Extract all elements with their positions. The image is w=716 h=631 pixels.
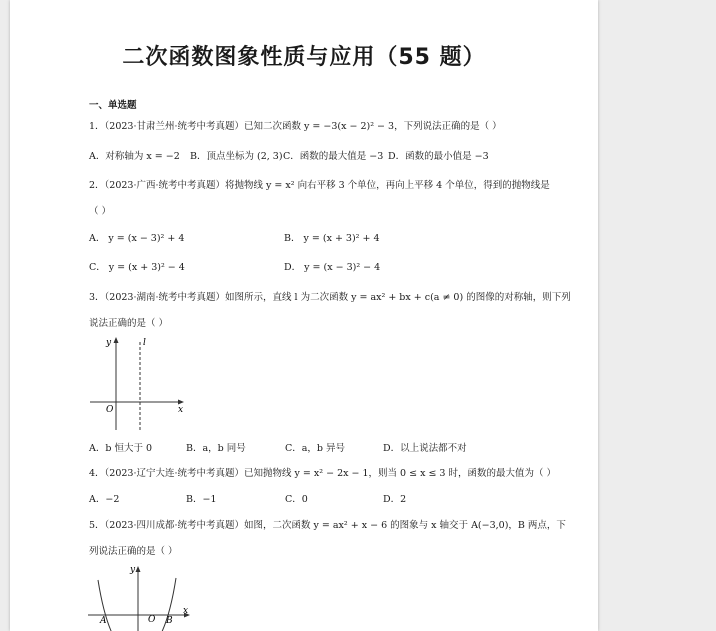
q3-option-b: B．a，b 同号 <box>186 443 246 454</box>
q3-option-a: A．b 恒大于 0 <box>89 443 153 454</box>
document-title: 二次函数图象性质与应用（55 题） <box>122 45 486 70</box>
q2-option-c: C． y = (x + 3)² − 4 <box>89 262 185 273</box>
q3-y-label: y <box>106 338 112 348</box>
q4-option-d: D．2 <box>383 494 407 505</box>
question-3-stem: 3．（2023·湖南·统考中考真题）如图所示，直线 l 为二次函数 y = ax² + bx + c(a ≠ 0) 的图像的对称轴，则下列 <box>89 292 571 303</box>
q2-option-a: A． y = (x − 3)² + 4 <box>89 233 185 244</box>
question-2-stem-cont: （ ） <box>89 206 112 217</box>
question-1-stem: 1．（2023·甘肃兰州·统考中考真题）已知二次函数 y = −3(x − 2)² − 3，下列说法正确的是（ ） <box>89 121 502 132</box>
q5-point-a-label: A <box>100 616 107 626</box>
q1-option-a: A．对称轴为 x = −2 <box>89 151 180 162</box>
q4-option-b: B．−1 <box>186 494 217 505</box>
q3-x-arrow <box>178 400 184 405</box>
q5-y-label: y <box>130 565 136 575</box>
q1-option-b: B．顶点坐标为 (2, 3) <box>190 151 283 162</box>
question-2-stem: 2．（2023·广西·统考中考真题）将抛物线 y = x² 向右平移 3 个单位，再向上平移 4 个单位，得到的抛物线是 <box>89 180 550 191</box>
question-3-stem-cont: 说法正确的是（ ） <box>89 318 169 329</box>
q5-origin-label: O <box>148 615 156 625</box>
q5-y-arrow <box>136 566 141 572</box>
q5-parabola <box>98 578 176 631</box>
q3-origin-label: O <box>106 405 114 415</box>
q3-option-c: C．a，b 异号 <box>285 443 346 454</box>
question-4-stem: 4．（2023·辽宁大连·统考中考真题）已知抛物线 y = x² − 2x − 1，则当 0 ≤ x ≤ 3 时，函数的最大值为（ ） <box>89 468 557 479</box>
q3-y-arrow <box>114 337 119 343</box>
q1-option-d: D．函数的最小值是 −3 <box>388 151 489 162</box>
q3-l-label: l <box>143 338 146 348</box>
q2-option-b: B． y = (x + 3)² + 4 <box>284 233 380 244</box>
q5-point-b-label: B <box>166 616 173 626</box>
question-5-stem-cont: 列说法正确的是（ ） <box>89 546 178 557</box>
q5-graph <box>86 560 196 631</box>
q4-option-a: A．−2 <box>89 494 120 505</box>
q1-option-c: C．函数的最大值是 −3 <box>283 151 384 162</box>
q3-x-label: x <box>178 405 184 415</box>
q2-option-d: D． y = (x − 3)² − 4 <box>284 262 381 273</box>
q4-option-c: C．0 <box>285 494 308 505</box>
section-heading: 一、单选题 <box>89 100 137 111</box>
q3-graph <box>88 334 188 434</box>
q5-x-label: x <box>183 606 189 616</box>
document-page <box>10 0 598 631</box>
q3-option-d: D．以上说法都不对 <box>383 443 467 454</box>
question-5-stem: 5．（2023·四川成都·统考中考真题）如图，二次函数 y = ax² + x − 6 的图象与 x 轴交于 A(−3,0)，B 两点，下 <box>89 520 566 531</box>
